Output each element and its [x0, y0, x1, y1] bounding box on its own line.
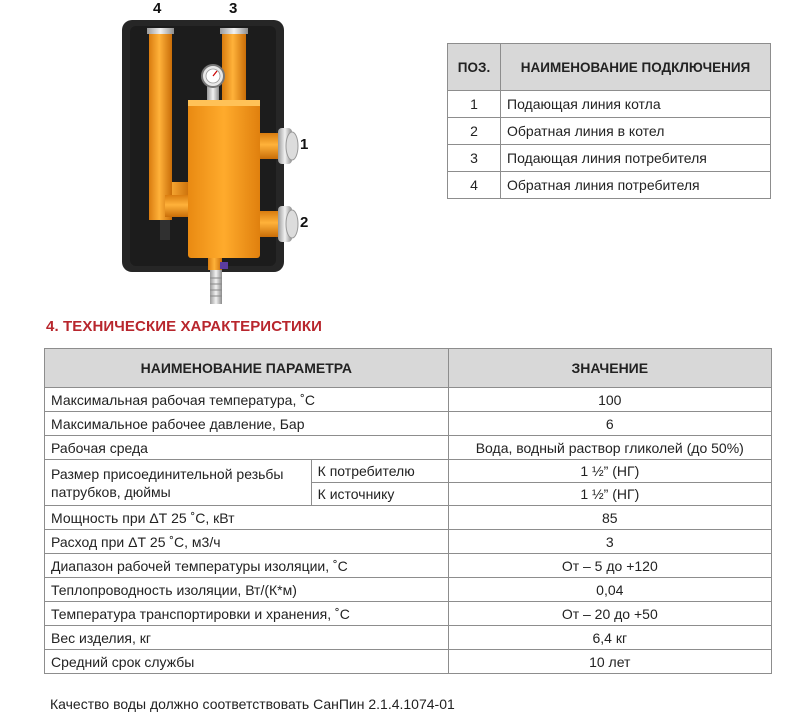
- connection-pos: 4: [448, 172, 501, 199]
- label-4: 4: [153, 0, 162, 17]
- param-name: Теплопроводность изоляции, Вт/(К*м): [45, 578, 449, 602]
- footnote: Качество воды должно соответствовать СанПин 2.1.4.1074-01: [50, 696, 455, 712]
- param-name: Максимальная рабочая температура, ˚С: [45, 388, 449, 412]
- param-value: 3: [448, 530, 771, 554]
- tech-specs-table: [44, 348, 772, 674]
- hydraulic-separator-image: [110, 0, 340, 312]
- param-name: Диапазон рабочей температуры изоляции, ˚С: [45, 554, 449, 578]
- tech-header-row: [45, 349, 772, 388]
- param-name: Средний срок службы: [45, 650, 449, 674]
- connection-pos: 2: [448, 118, 501, 145]
- connection-name: Обратная линия потребителя: [501, 172, 771, 199]
- param-value: 10 лет: [448, 650, 771, 674]
- column-header-parameter: НАИМЕНОВАНИЕ ПАРАМЕТРА: [45, 349, 449, 388]
- param-name: Мощность при ΔТ 25 ˚С, кВт: [45, 506, 449, 530]
- param-name: Максимальное рабочее давление, Бар: [45, 412, 449, 436]
- param-value: Вода, водный раствор гликолей (до 50%): [448, 436, 771, 460]
- param-value: 6,4 кг: [448, 626, 771, 650]
- hydraulic-separator-illustration: [110, 0, 340, 312]
- param-value: 85: [448, 506, 771, 530]
- param-value: От – 20 до +50: [448, 602, 771, 626]
- connection-pos: 3: [448, 145, 501, 172]
- label-1: 1: [300, 136, 309, 153]
- table-row: [45, 436, 772, 460]
- column-header-pos: ПОЗ.: [448, 44, 501, 91]
- param-name: Размер присоединительной резьбы патрубков, дюймы: [45, 460, 312, 506]
- param-subname: К источнику: [311, 483, 448, 506]
- table-row: [448, 91, 771, 118]
- param-value: 6: [448, 412, 771, 436]
- connections-header-row: [448, 44, 771, 91]
- section-title: 4. ТЕХНИЧЕСКИЕ ХАРАКТЕРИСТИКИ: [46, 318, 323, 335]
- table-row: [45, 460, 772, 483]
- table-row: [45, 530, 772, 554]
- table-row: [45, 506, 772, 530]
- param-name: Вес изделия, кг: [45, 626, 449, 650]
- table-row: [45, 388, 772, 412]
- param-name: Температура транспортировки и хранения, ˚С: [45, 602, 449, 626]
- param-value: 100: [448, 388, 771, 412]
- table-row: [45, 578, 772, 602]
- param-subname: К потребителю: [311, 460, 448, 483]
- table-row: [448, 172, 771, 199]
- label-3: 3: [229, 0, 238, 17]
- connection-name: Подающая линия котла: [501, 91, 771, 118]
- connection-pos: 1: [448, 91, 501, 118]
- table-row: [448, 118, 771, 145]
- table-row: [45, 602, 772, 626]
- table-row: [448, 145, 771, 172]
- param-value: 1 ½” (НГ): [448, 460, 771, 483]
- column-header-value: ЗНАЧЕНИЕ: [448, 349, 771, 388]
- param-value: 1 ½” (НГ): [448, 483, 771, 506]
- label-2: 2: [300, 214, 309, 231]
- column-header-connection-name: НАИМЕНОВАНИЕ ПОДКЛЮЧЕНИЯ: [501, 44, 771, 91]
- param-name: Рабочая среда: [45, 436, 449, 460]
- table-row: [45, 412, 772, 436]
- connections-table: [447, 43, 771, 199]
- table-row: [45, 626, 772, 650]
- param-value: 0,04: [448, 578, 771, 602]
- connection-name: Подающая линия потребителя: [501, 145, 771, 172]
- param-name: Расход при ΔТ 25 ˚С, м3/ч: [45, 530, 449, 554]
- table-row: [45, 554, 772, 578]
- table-row: [45, 650, 772, 674]
- connection-name: Обратная линия в котел: [501, 118, 771, 145]
- param-value: От – 5 до +120: [448, 554, 771, 578]
